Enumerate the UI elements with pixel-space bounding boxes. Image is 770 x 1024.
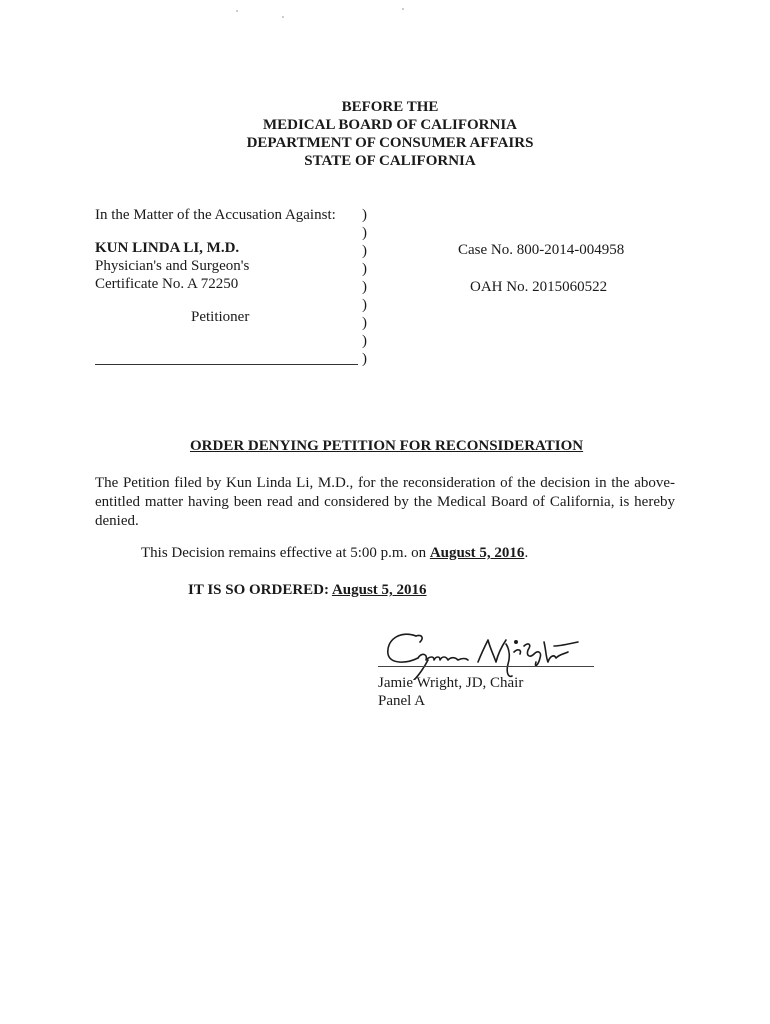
signature-line (378, 666, 594, 667)
header-line: DEPARTMENT OF CONSUMER AFFAIRS (246, 135, 534, 151)
header-line: MEDICAL BOARD OF CALIFORNIA (262, 117, 518, 133)
respondent-name: KUN LINDA LI, M.D. (95, 240, 240, 256)
paren: ) (362, 279, 367, 295)
certificate-number: Certificate No. A 72250 (95, 276, 239, 292)
matter-line: In the Matter of the Accusation Against: (95, 207, 336, 223)
effective-statement (141, 545, 528, 562)
so-ordered-statement (188, 582, 427, 599)
caption-rule (95, 364, 358, 365)
paren: ) (362, 315, 367, 331)
so-ordered-label: IT IS SO ORDERED: (188, 582, 332, 598)
case-number: Case No. 800-2014-004958 (458, 242, 625, 258)
signer-panel: Panel A (378, 693, 426, 709)
oah-number: OAH No. 2015060522 (470, 279, 608, 295)
signer-name: Jamie Wright, JD, Chair (378, 675, 524, 691)
effective-date: August 5, 2016 (429, 545, 525, 561)
order-title: ORDER DENYING PETITION FOR RECONSIDERATION (190, 438, 584, 454)
certificate-line: Physician's and Surgeon's (95, 258, 250, 274)
scan-speck (402, 8, 404, 10)
order-body: The Petition filed by Kun Linda Li, M.D., for the reconsideration of the decision in the above-entitled matter having been read and considered by the Medical Board of California, is hereby denied. (95, 475, 675, 529)
case-caption (95, 206, 336, 326)
paren: ) (362, 225, 367, 241)
signer-block (378, 674, 523, 710)
paren: ) (362, 297, 367, 313)
handwritten-signature (378, 622, 598, 680)
paren: ) (362, 351, 367, 367)
paren: ) (362, 207, 367, 223)
so-ordered-date: August 5, 2016 (331, 582, 427, 598)
document-header (0, 98, 770, 170)
paren: ) (362, 261, 367, 277)
header-line: STATE OF CALIFORNIA (304, 153, 476, 169)
header-line: BEFORE THE (341, 99, 439, 115)
party-role: Petitioner (191, 309, 250, 325)
paren: ) (362, 333, 367, 349)
scan-speck (282, 16, 284, 18)
effective-prefix: This Decision remains effective at 5:00 p.m. on (141, 545, 430, 561)
effective-suffix: . (524, 545, 529, 561)
scan-speck (236, 10, 238, 12)
paren: ) (362, 243, 367, 259)
caption-parentheses (362, 206, 367, 368)
